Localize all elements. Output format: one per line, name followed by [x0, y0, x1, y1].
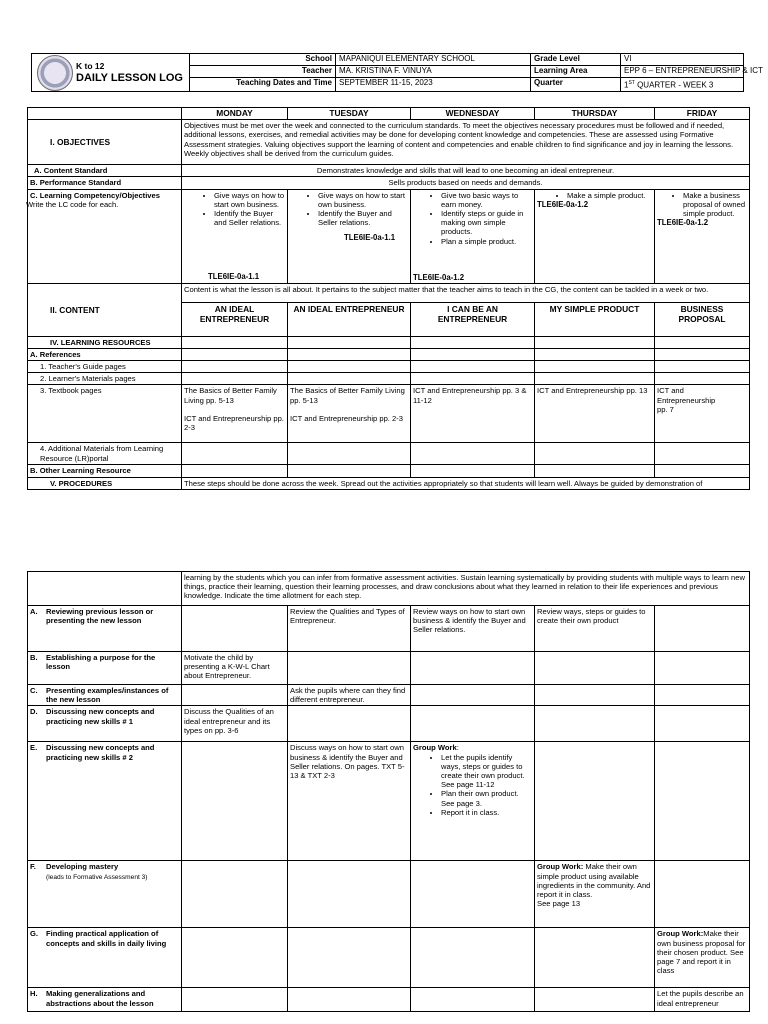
day-thursday: THURSDAY [535, 108, 655, 120]
competency-label: C. Learning Competency/Objectives [30, 190, 160, 200]
step-a-label [28, 606, 182, 652]
step-d-label [28, 706, 182, 742]
step-d-monday: Discuss the Qualities of an ideal entrepreneur and its types on pp. 3-6 [182, 706, 288, 742]
tb-ref: ICT and Entrepreneurship pp. 2-3 [290, 413, 403, 423]
procedures-label: V. PROCEDURES [28, 477, 182, 489]
additional-label: 4. Additional Materials from Learning Resource (LR)portal [28, 443, 182, 465]
quarter-sup: ST [628, 80, 635, 86]
content-tuesday: AN IDEAL ENTREPRENEUR [288, 302, 411, 336]
step-f-thursday [535, 861, 655, 928]
step-h-friday: Let the pupils describe an ideal entrepreneur [655, 988, 750, 1012]
tb-friday: ICT and Entrepreneurship pp. 7 [655, 385, 750, 443]
content-monday: AN IDEAL ENTREPRENEUR [182, 302, 288, 336]
step-letter: H. [30, 989, 38, 999]
step-e-wednesday [411, 742, 535, 861]
step-letter: B. [30, 653, 38, 662]
list-item: • Give two basic ways to earn money. [441, 191, 532, 209]
step-c-label [28, 685, 182, 706]
list-item: • Let the pupils identify ways, steps or guides to create their own product. See page 11-12 [441, 753, 532, 790]
content-standard-text: Demonstrates knowledge and skills that will lead to one becoming an ideal entrepreneur. [182, 165, 750, 177]
group-work-text: Make their own business proposal for their chosen product. See page 7 and report it in class [657, 929, 746, 976]
group-work-heading: Group Work: [537, 862, 584, 872]
group-work-heading: Group Work: [657, 929, 704, 939]
step-letter: G. [30, 929, 39, 939]
step-text: Reviewing previous lesson or presenting the new lesson [46, 607, 154, 626]
step-h-label [28, 988, 182, 1012]
step-text: Making generalizations and abstractions about the lesson [46, 989, 154, 1008]
procedures-text-cont: learning by the students which you can infer from formative assessment activities. Sustain learning systematically by providing students with multiple ways to learn new things, practice their learning, question their learning processes, and draw conclusions about what they learned in relation to their life experiences and previous knowledge. Indicate the time allotment for each step. [182, 572, 750, 606]
performance-standard-label: B. Performance Standard [28, 177, 182, 189]
tg-label: 1. Teacher's Guide pages [28, 361, 182, 373]
step-c-tuesday: Ask the pupils where can they find different entrepreneur. [288, 685, 411, 706]
list-item: • Report it in class. [441, 808, 532, 817]
area-label: Learning Area [531, 66, 621, 78]
tb-monday [182, 385, 288, 443]
quarter-label: Quarter [531, 78, 621, 92]
dates-value: SEPTEMBER 11-15, 2023 [336, 78, 531, 92]
step-letter: E. [30, 743, 38, 753]
content-thursday: MY SIMPLE PRODUCT [535, 302, 655, 336]
grade-label: Grade Level [531, 54, 621, 66]
step-text: Developing mastery [46, 862, 119, 872]
step-b-monday: Motivate the child by presenting a K-W-L Chart about Entrepreneur. [182, 652, 288, 685]
lc-code: TLE6IE-0a-1.2 [537, 199, 589, 209]
step-g-friday [655, 928, 750, 988]
day-wednesday: WEDNESDAY [411, 108, 535, 120]
step-text: Discussing new concepts and practicing new skills # 2 [46, 743, 155, 762]
list-item: • Identify the Buyer and Seller relations. [214, 209, 285, 227]
step-letter: F. [30, 862, 36, 872]
teacher-value: MA. KRISTINA F. VINUYA [336, 66, 531, 78]
school-label: School [190, 54, 336, 66]
lc-code: TLE6IE-0a-1.1 [208, 272, 260, 282]
other-resources-label: B. Other Learning Resource [28, 465, 182, 477]
page-ref: See page 13 [537, 899, 581, 909]
references-label: A. References [28, 348, 182, 360]
lm-label: 2. Learner's Materials pages [28, 373, 182, 385]
tb-tuesday [288, 385, 411, 443]
tb-thursday: ICT and Entrepreneurship pp. 13 [535, 385, 655, 443]
objectives-label: I. OBJECTIVES [28, 120, 182, 165]
lc-code: TLE6IE-0a-1.1 [344, 233, 396, 243]
step-e-tuesday: Discuss ways on how to start own business & identify the Buyer and Seller relations. On pages. TXT 5-13 & TXT 2-3 [288, 742, 411, 861]
teacher-label: Teacher [190, 66, 336, 78]
content-text: Content is what the lesson is all about. It pertains to the subject matter that the teacher aims to teach in the CG, the content can be tackled in a week or two. [182, 283, 750, 302]
tb-label: 3. Textbook pages [28, 385, 182, 443]
procedures-text: These steps should be done across the week. Spread out the activities appropriately so that students will learn well. Always be guided by demonstration of [182, 477, 750, 489]
group-work-colon: : [456, 743, 459, 753]
step-a-wednesday: Review ways on how to start own business & identify the Buyer and Seller relations. [411, 606, 535, 652]
competency-sublabel: Write the LC code for each. [26, 199, 119, 209]
step-f-label [28, 861, 182, 928]
tb-ref: The Basics of Better Family Living pp. 5-13 [290, 386, 405, 405]
step-text: Presenting examples/instances of the new lesson [46, 686, 169, 705]
quarter-value [621, 78, 744, 92]
competency-tuesday [288, 189, 411, 283]
tb-ref: ICT and Entrepreneurship pp. 2-3 [184, 413, 284, 433]
group-work-text: Make their own simple product using available ingredients in the community. And report it in class. [537, 862, 651, 900]
list-item: • Plan a simple product. [441, 237, 532, 246]
header-table [31, 53, 763, 92]
list-item: • Give ways on how to start own business. [318, 191, 408, 209]
content-friday: BUSINESS PROPOSAL [655, 302, 750, 336]
doc-title: DAILY LESSON LOG [76, 72, 183, 85]
step-e-label [28, 742, 182, 861]
lc-code: TLE6IE-0a-1.2 [413, 273, 465, 283]
list-item: • Identify the Buyer and Seller relations. [318, 209, 408, 227]
step-a-tuesday: Review the Qualities and Types of Entrepreneur. [288, 606, 411, 652]
step-g-label [28, 928, 182, 988]
quarter-text: QUARTER - WEEK 3 [634, 80, 714, 90]
tb-ref: The Basics of Better Family Living pp. 5-13 [184, 386, 277, 405]
day-tuesday: TUESDAY [288, 108, 411, 120]
tb-wednesday: ICT and Entrepreneurship pp. 3 & 11-12 [411, 385, 535, 443]
list-item: • Plan their own product. See page 3. [441, 789, 532, 807]
step-letter: D. [30, 707, 38, 717]
grade-value: VI [621, 54, 744, 66]
k-to-12-label: K to 12 [76, 61, 105, 72]
content-label: II. CONTENT [28, 283, 182, 336]
step-text: Finding practical application of concepts and skills in daily living [46, 929, 167, 948]
list-item: • Make a simple product. [567, 191, 652, 200]
step-letter: A. [30, 607, 38, 616]
step-subtext: (leads to Formative Assessment 3) [46, 873, 148, 881]
step-a-thursday: Review ways, steps or guides to create their own product [535, 606, 655, 652]
quarter-number: 1 [624, 80, 629, 90]
list-item: • Identify steps or guide in making own simple products. [441, 209, 532, 237]
lesson-table-page2 [27, 571, 750, 1012]
day-monday: MONDAY [182, 108, 288, 120]
resources-label: IV. LEARNING RESOURCES [28, 336, 182, 348]
day-friday: FRIDAY [655, 108, 750, 120]
group-work-heading: Group Work [413, 743, 457, 753]
school-value: MAPANIQUI ELEMENTARY SCHOOL [336, 54, 531, 66]
lesson-table-page1 [27, 107, 750, 490]
competency-monday [182, 189, 288, 283]
area-value: EPP 6 – ENTREPRENEURSHIP & ICT [621, 66, 744, 78]
lc-code: TLE6IE-0a-1.2 [657, 218, 709, 228]
content-standard-label: A. Content Standard [28, 165, 182, 177]
content-wednesday: I CAN BE AN ENTREPRENEUR [411, 302, 535, 336]
competency-friday [655, 189, 750, 283]
step-text: Establishing a purpose for the lesson [46, 653, 156, 672]
competency-thursday [535, 189, 655, 283]
list-item: • Make a business proposal of owned simple product. [683, 191, 747, 219]
step-letter: C. [30, 686, 38, 695]
dates-label: Teaching Dates and Time [190, 78, 336, 92]
competency-label-cell [28, 189, 182, 283]
step-text: Discussing new concepts and practicing new skills # 1 [46, 707, 155, 726]
performance-standard-text: Sells products based on needs and demands. [182, 177, 750, 189]
list-item: • Give ways on how to start own business. [214, 191, 285, 209]
step-b-label [28, 652, 182, 685]
competency-wednesday [411, 189, 535, 283]
objectives-text: Objectives must be met over the week and connected to the curriculum standards. To meet the objectives necessary procedures must be followed and if needed, additional lessons, exercises, and remedial activities may be done for developing content knowledge and competencies. These are assessed using Formative Assessment strategies. Valuing objectives support the learning of content and competencies and enable children to find significance and joy in learning the lessons. Weekly objectives shall be derived from the curriculum guides. [182, 120, 750, 165]
